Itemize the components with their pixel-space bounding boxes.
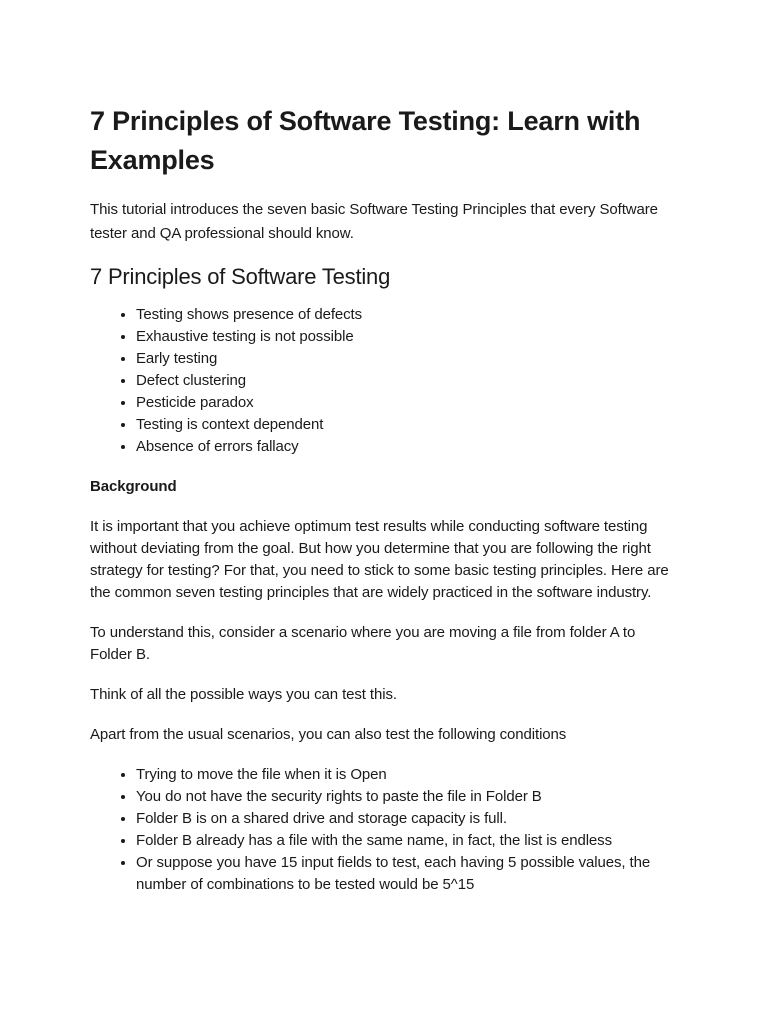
- list-item: • You do not have the security rights to paste the file in Folder B: [136, 786, 680, 808]
- think-paragraph: Think of all the possible ways you can test this.: [90, 686, 397, 703]
- list-item: • Testing is context dependent: [136, 414, 680, 436]
- background-heading: Background: [90, 478, 177, 495]
- document-page: [90, 102, 680, 914]
- list-item: • Absence of errors fallacy: [136, 436, 680, 458]
- list-item: • Testing shows presence of defects: [136, 304, 680, 326]
- list-item: • Folder B is on a shared drive and storage capacity is full.: [136, 808, 680, 830]
- list-item: • Or suppose you have 15 input fields to test, each having 5 possible values, the number of combinations to be tested would be 5^15: [136, 852, 680, 896]
- list-item: • Early testing: [136, 348, 680, 370]
- scenario-paragraph: To understand this, consider a scenario where you are moving a file from folder A to Folder B.: [90, 624, 636, 663]
- page-title: 7 Principles of Software Testing: Learn with Examples: [90, 106, 641, 175]
- list-item: • Defect clustering: [136, 370, 680, 392]
- list-item: • Exhaustive testing is not possible: [136, 326, 680, 348]
- list-item: • Trying to move the file when it is Open: [136, 764, 680, 786]
- principles-list: [90, 304, 680, 458]
- conditions-list: [90, 764, 680, 896]
- section-title: 7 Principles of Software Testing: [90, 264, 391, 289]
- background-paragraph: It is important that you achieve optimum test results while conducting software testing without deviating from the goal. But how you determine that you are following the right strategy for testing? For that, you need to stick to some basic testing principles. Here are the common seven testing principles that are widely practiced in the software industry.: [90, 518, 669, 601]
- conditions-intro-paragraph: Apart from the usual scenarios, you can also test the following conditions: [90, 726, 567, 743]
- list-item: • Folder B already has a file with the same name, in fact, the list is endless: [136, 830, 680, 852]
- intro-paragraph: This tutorial introduces the seven basic Software Testing Principles that every Software tester and QA professional should know.: [90, 201, 658, 242]
- list-item: • Pesticide paradox: [136, 392, 680, 414]
